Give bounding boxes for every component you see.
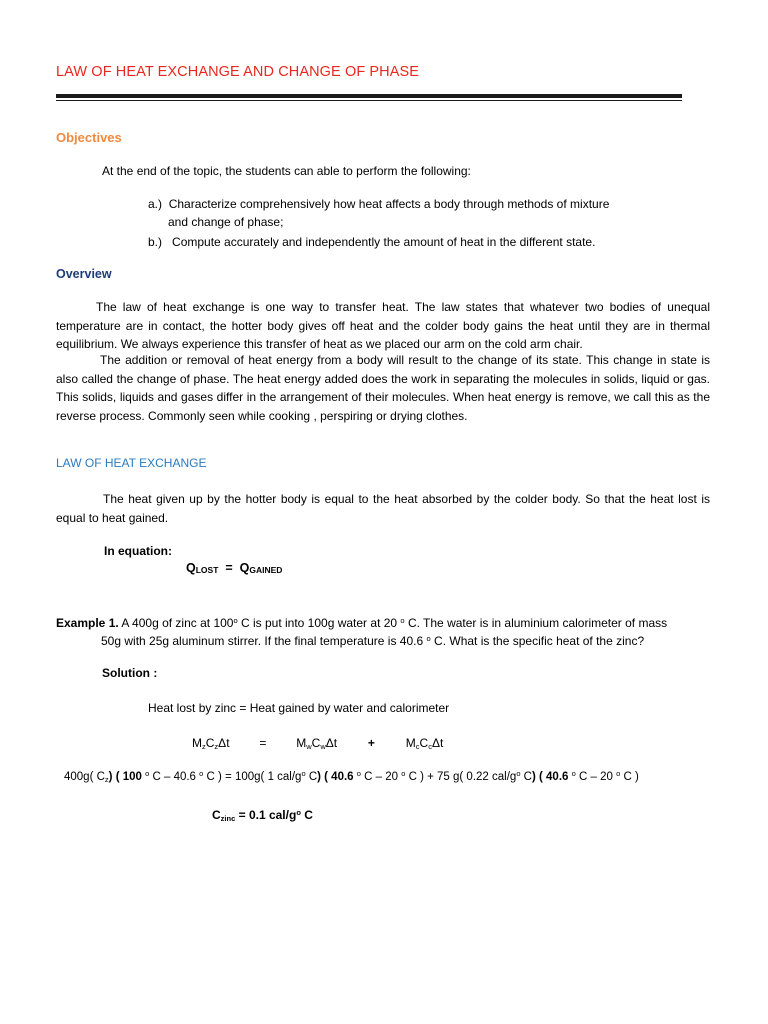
eq-text: C – 40.6 (149, 771, 200, 783)
eq-subscript: c (415, 742, 420, 751)
overview-p1-text: The law of heat exchange is one way to transfer heat. The law states that whatever two bodies of unequal temperature are in contact, the hotter body gives off heat and the colder body gains the heat until they are in thermal equilibrium. We always experience this transfer of heat as we placed our arm on the cold arm chair. (56, 300, 710, 351)
eq-symbol: Δt (325, 736, 338, 750)
example-line-1 (56, 612, 667, 632)
solution-label: Solution : (102, 666, 158, 680)
title-rule-thick (56, 94, 682, 98)
eq-symbol: Δt (431, 736, 444, 750)
law-paragraph (56, 490, 710, 527)
overview-heading: Overview (56, 267, 112, 281)
q-subscript-gained: GAINED (249, 565, 283, 575)
degree-mark: o (199, 769, 204, 778)
example-label: Example 1. (56, 616, 119, 630)
degree-mark: o (296, 808, 301, 817)
objective-item-b (148, 233, 595, 251)
eq-text: 400g( C (64, 771, 105, 783)
symbolic-equation (192, 734, 443, 756)
eq-text: C (305, 771, 318, 783)
eq-subscript: z (104, 775, 109, 784)
law-heading: LAW OF HEAT EXCHANGE (56, 456, 207, 470)
word-equation: Heat lost by zinc = Heat gained by water and calorimeter (148, 701, 450, 715)
q-symbol: Q (239, 561, 250, 575)
eq-symbol: M (296, 736, 307, 750)
objective-item-a-cont: and change of phase; (168, 215, 284, 229)
objective-marker: a.) (148, 197, 163, 211)
equals-sign: = (259, 736, 267, 750)
q-symbol: Q (186, 561, 196, 575)
example-text: 50g with 25g aluminum stirrer. If the final temperature is 40.6 (101, 634, 424, 648)
page-title: LAW OF HEAT EXCHANGE AND CHANGE OF PHASE (56, 64, 420, 80)
overview-paragraph-1 (56, 298, 710, 354)
objective-text: Characterize comprehensively how heat affects a body through methods of mixture (168, 197, 610, 211)
eq-subscript: w (320, 742, 326, 751)
title-rule-thin (56, 100, 682, 101)
answer-value: = 0.1 cal/g (235, 808, 297, 822)
eq-subscript: z (214, 742, 219, 751)
degree-mark: o (571, 769, 576, 778)
eq-text: C – 20 (360, 771, 402, 783)
eq-symbol: M (192, 736, 202, 750)
numeric-equation (64, 769, 639, 784)
eq-text: C ) (620, 771, 639, 783)
eq-symbol: M (405, 736, 416, 750)
objectives-heading: Objectives (56, 130, 122, 145)
eq-text: C ) = 100g( 1 cal/g (203, 771, 302, 783)
degree-mark: o (516, 769, 521, 778)
objective-marker: b.) (148, 235, 163, 249)
law-equation (186, 561, 282, 575)
eq-symbol: C (205, 736, 215, 750)
degree-mark: o (400, 616, 405, 625)
objective-item-a (148, 195, 609, 213)
degree-mark: o (233, 616, 238, 625)
overview-paragraph-2 (56, 351, 710, 425)
degree-mark: o (401, 769, 406, 778)
example-text: C. What is the specific heat of the zinc? (434, 634, 645, 648)
objectives-intro: At the end of the topic, the students can able to perform the following: (102, 164, 471, 178)
eq-text: C – 20 (575, 771, 617, 783)
in-equation-label: In equation: (104, 544, 172, 558)
eq-text: C ) + 75 g( 0.22 cal/g (405, 771, 517, 783)
eq-subscript: w (306, 742, 312, 751)
objective-text: Compute accurately and independently the amount of heat in the different state. (172, 235, 596, 249)
degree-mark: o (145, 769, 150, 778)
eq-text: ) ( 40.6 (317, 771, 357, 783)
eq-subscript: zinc (220, 814, 236, 823)
overview-p2-text: The addition or removal of heat energy from a body will result to the change of its state. This change in state is also called the change of phase. The heat energy added does the work in separating the molecules in solids, liquid or gas. This solids, liquids and gases differ in the arrangement of their molecules. When heat energy is remove, we call this as the reverse process. Commonly seen while cooking , perspiring or drying clothes. (56, 353, 710, 423)
eq-text: ) ( 100 (108, 771, 146, 783)
eq-text: C (520, 771, 532, 783)
law-p1-text: The heat given up by the hotter body is equal to the heat absorbed by the colder body. So that the heat lost is equal to heat gained. (56, 492, 710, 525)
q-subscript-lost: LOST (195, 565, 219, 575)
eq-symbol: Δt (218, 736, 230, 750)
eq-subscript: z (202, 742, 206, 751)
equals-sign: = (225, 561, 233, 575)
eq-symbol: C (419, 736, 429, 750)
answer-unit: C (300, 808, 313, 822)
example-text: C. The water is in aluminium calorimeter of mass (407, 616, 668, 630)
eq-symbol: C (311, 736, 321, 750)
example-line-2 (101, 630, 644, 650)
example-text: C is put into 100g water at 20 (240, 616, 398, 630)
example-text: A 400g of zinc at 100 (121, 616, 234, 630)
degree-mark: o (301, 769, 306, 778)
plus-sign: + (367, 736, 375, 750)
eq-subscript: c (428, 742, 432, 751)
degree-mark: o (426, 634, 431, 643)
eq-symbol: C (212, 808, 221, 822)
degree-mark: o (356, 769, 361, 778)
degree-mark: o (616, 769, 621, 778)
answer-line (212, 804, 313, 828)
eq-text: ) ( 40.6 (531, 771, 572, 783)
